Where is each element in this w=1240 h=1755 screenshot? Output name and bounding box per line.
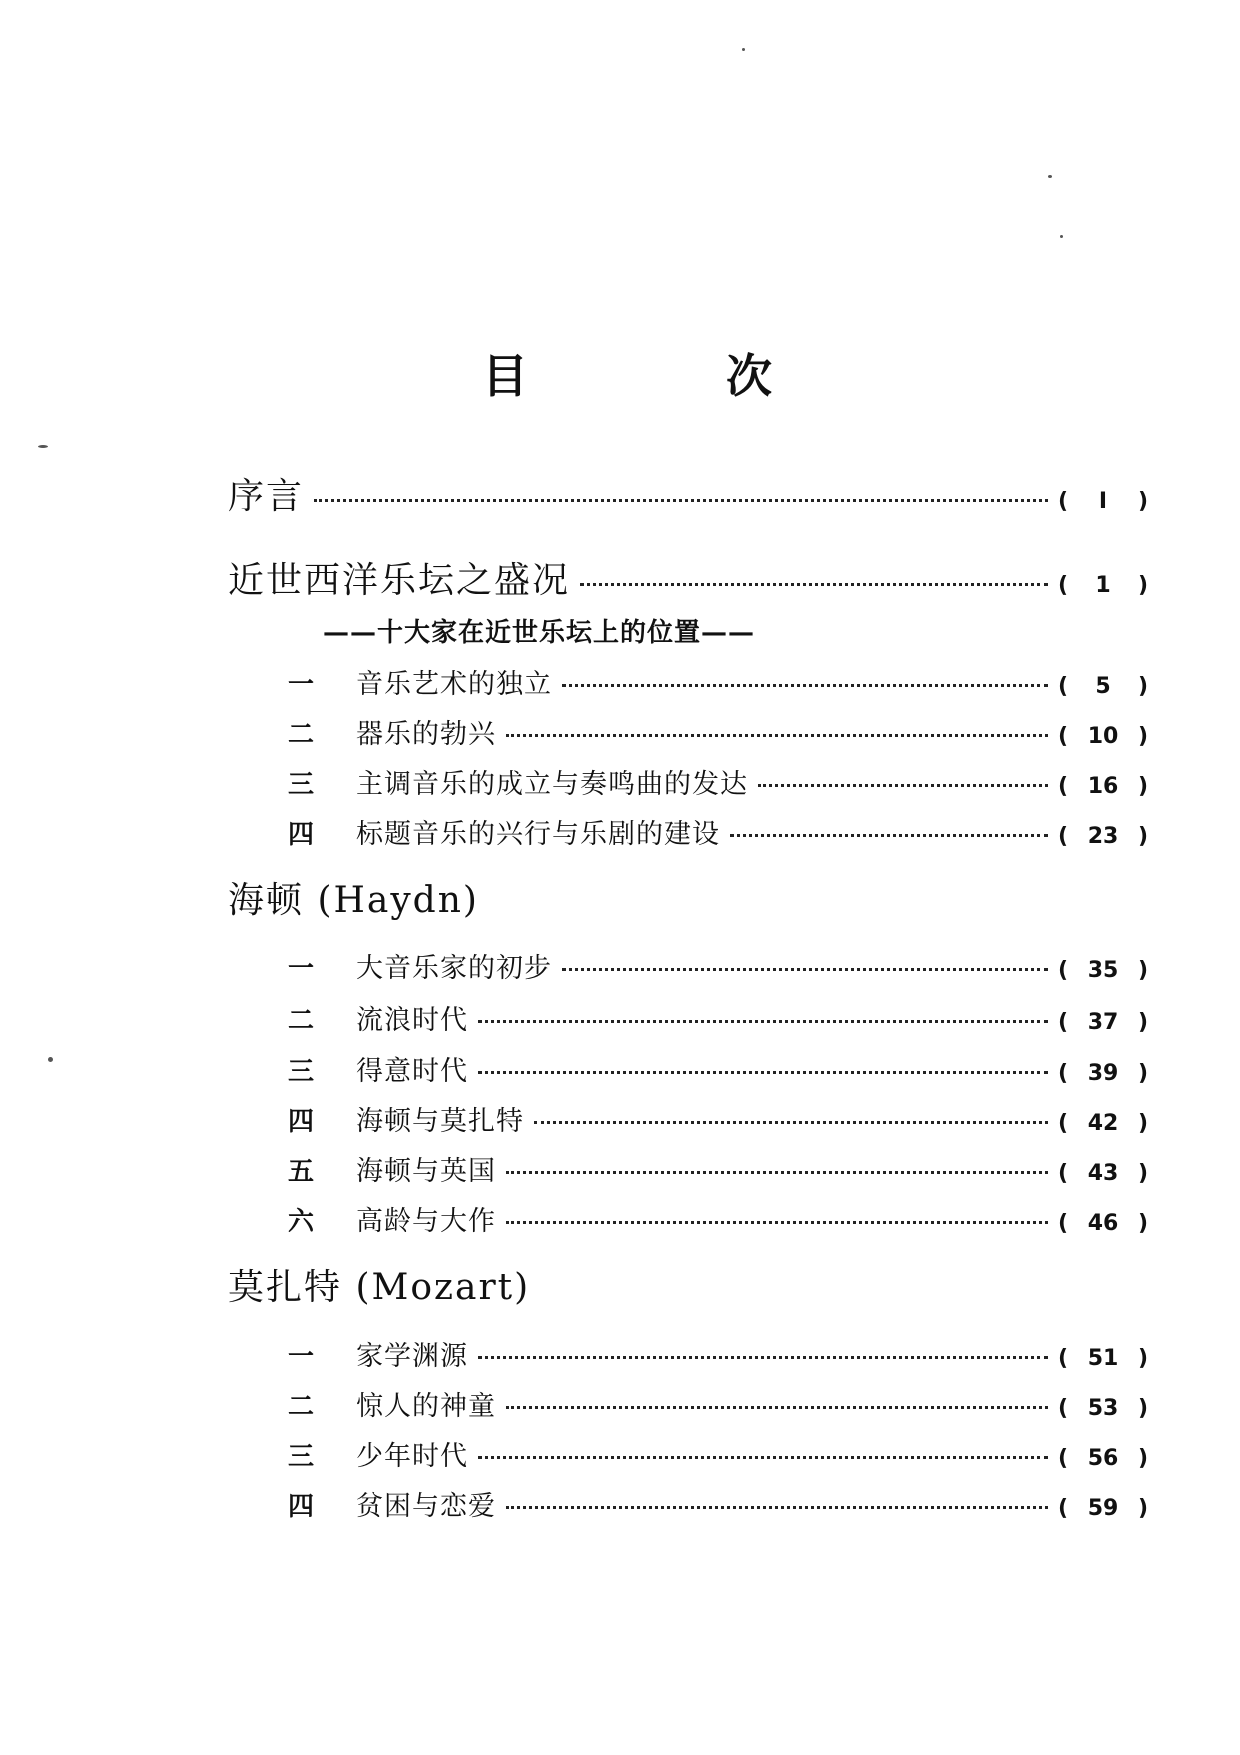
toc-entry-item[interactable] — [288, 762, 1148, 801]
toc-entry-item[interactable] — [288, 1484, 1148, 1523]
dot-leader — [758, 784, 1048, 787]
item-number: 二 — [288, 1006, 315, 1036]
dot-leader — [562, 968, 1048, 971]
toc-entry-item[interactable] — [288, 1149, 1148, 1188]
entry-label: 器乐的勃兴 — [356, 719, 496, 750]
dot-leader — [506, 1221, 1048, 1224]
entry-label: 大音乐家的初步 — [356, 953, 552, 984]
entry-label: 莫扎特 (Mozart) — [228, 1267, 531, 1308]
page-number: ( 39 ) — [1058, 1061, 1148, 1086]
toc-entry-item[interactable] — [288, 1334, 1148, 1373]
section-subtitle: ——十大家在近世乐坛上的位置—— — [323, 618, 756, 648]
toc-entry-item[interactable] — [288, 662, 1148, 701]
entry-label: 音乐艺术的独立 — [356, 669, 552, 700]
dot-leader — [478, 1020, 1048, 1023]
toc-entry-intro[interactable] — [228, 552, 1148, 603]
item-number: 四 — [288, 1107, 315, 1137]
toc-entry-item[interactable] — [288, 1384, 1148, 1423]
page-number: ( 35 ) — [1058, 958, 1148, 983]
item-number: 四 — [288, 1492, 315, 1522]
dot-leader — [506, 1171, 1048, 1174]
item-number: 三 — [288, 1057, 315, 1087]
entry-label: 家学渊源 — [356, 1341, 468, 1372]
toc-entry-item[interactable] — [288, 1099, 1148, 1138]
toc-entry-item[interactable] — [288, 812, 1148, 851]
toc-entry-item[interactable] — [288, 998, 1148, 1037]
entry-label: 高龄与大作 — [356, 1206, 496, 1237]
toc-entry-preface[interactable] — [228, 468, 1148, 519]
dot-leader — [506, 1506, 1048, 1509]
scan-speck — [1060, 235, 1063, 238]
page-number: ( 10 ) — [1058, 724, 1148, 749]
entry-label: 主调音乐的成立与奏鸣曲的发达 — [356, 769, 748, 800]
item-number: 四 — [288, 820, 315, 850]
item-number: 五 — [288, 1157, 315, 1187]
toc-entry-mozart[interactable] — [228, 1259, 1148, 1310]
page-number: ( 5 ) — [1058, 674, 1148, 699]
dot-leader — [478, 1456, 1048, 1459]
toc-entry-item[interactable] — [288, 1199, 1148, 1238]
page-number: ( I ) — [1058, 489, 1148, 514]
toc-entry-haydn[interactable] — [228, 872, 1148, 923]
dot-leader — [478, 1071, 1048, 1074]
page-number: ( 16 ) — [1058, 774, 1148, 799]
page-number: ( 42 ) — [1058, 1111, 1148, 1136]
dot-leader — [730, 834, 1048, 837]
scan-speck — [742, 48, 745, 51]
toc-entry-item[interactable] — [288, 1049, 1148, 1088]
entry-label: 得意时代 — [356, 1056, 468, 1087]
toc-entry-item[interactable] — [288, 712, 1148, 751]
item-number: 二 — [288, 720, 315, 750]
dot-leader — [534, 1121, 1048, 1124]
item-number: 一 — [288, 1342, 315, 1372]
entry-label: 海顿 (Haydn) — [228, 880, 479, 921]
dot-leader — [562, 684, 1048, 687]
scan-speck — [1048, 175, 1052, 178]
page-number: ( 23 ) — [1058, 824, 1148, 849]
entry-label: 惊人的神童 — [356, 1391, 496, 1422]
page-number: ( 43 ) — [1058, 1161, 1148, 1186]
entry-label: 贫困与恋爱 — [356, 1491, 496, 1522]
page-number: ( 53 ) — [1058, 1396, 1148, 1421]
scan-speck — [48, 1057, 53, 1062]
entry-label: 近世西洋乐坛之盛况 — [228, 560, 571, 601]
page-title: 目 次 — [482, 349, 848, 403]
dot-leader — [506, 734, 1048, 737]
page-number: ( 51 ) — [1058, 1346, 1148, 1371]
entry-label: 海顿与莫扎特 — [356, 1106, 524, 1137]
dot-leader — [314, 499, 1048, 502]
entry-label: 序言 — [228, 476, 305, 517]
scan-speck — [38, 445, 48, 448]
dot-leader — [580, 583, 1048, 586]
entry-label: 标题音乐的兴行与乐剧的建设 — [356, 819, 720, 850]
entry-label: 海顿与英国 — [356, 1156, 496, 1187]
page-number: ( 37 ) — [1058, 1010, 1148, 1035]
page-number: ( 46 ) — [1058, 1211, 1148, 1236]
item-number: 二 — [288, 1392, 315, 1422]
item-number: 一 — [288, 954, 315, 984]
toc-entry-item[interactable] — [288, 1434, 1148, 1473]
page-number: ( 1 ) — [1058, 573, 1148, 598]
page-number: ( 59 ) — [1058, 1496, 1148, 1521]
page-number: ( 56 ) — [1058, 1446, 1148, 1471]
item-number: 六 — [288, 1207, 315, 1237]
entry-label: 少年时代 — [356, 1441, 468, 1472]
dot-leader — [478, 1356, 1048, 1359]
item-number: 三 — [288, 1442, 315, 1472]
toc-entry-item[interactable] — [288, 946, 1148, 985]
item-number: 三 — [288, 770, 315, 800]
dot-leader — [506, 1406, 1048, 1409]
item-number: 一 — [288, 670, 315, 700]
entry-label: 流浪时代 — [356, 1005, 468, 1036]
